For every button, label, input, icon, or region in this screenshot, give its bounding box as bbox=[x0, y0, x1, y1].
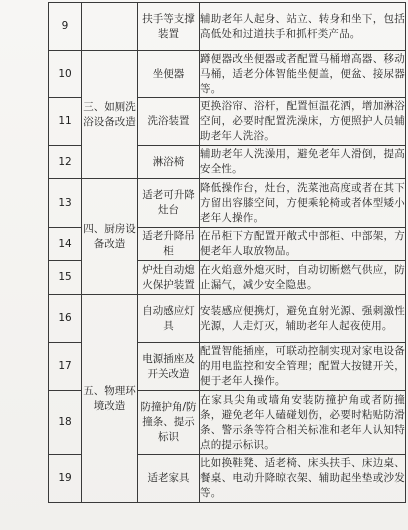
item-name: 适老家具 bbox=[138, 455, 200, 503]
item-name: 扶手等支撑装置 bbox=[138, 3, 200, 51]
item-description: 降低操作台，灶台，洗菜池高度或者在其下方留出容膝空间，方便乘轮椅或者体型矮小老年人操作。 bbox=[200, 179, 406, 228]
item-name: 适老可升降灶台 bbox=[138, 179, 200, 228]
category-cell: 三、如厕洗浴设备改造 bbox=[82, 51, 138, 179]
row-number: 10 bbox=[49, 51, 82, 98]
table-row bbox=[49, 51, 406, 98]
item-name: 适老升降吊柜 bbox=[138, 228, 200, 261]
row-number: 13 bbox=[49, 179, 82, 228]
row-number: 14 bbox=[49, 228, 82, 261]
row-number: 17 bbox=[49, 343, 82, 391]
row-number: 19 bbox=[49, 455, 82, 503]
row-number: 12 bbox=[49, 146, 82, 179]
row-number: 15 bbox=[49, 261, 82, 295]
renovation-items-table bbox=[48, 2, 406, 503]
item-name: 防撞护角/防撞条、提示标识 bbox=[138, 391, 200, 455]
row-number: 16 bbox=[49, 295, 82, 343]
item-description: 安装感应便携灯，避免直射光源、强刺激性光源，人走灯灭，辅助老年人起夜使用。 bbox=[200, 295, 406, 343]
item-description: 配置智能插座，可联动控制实现对家电设备的用电监控和安全管理；配置大按键开关，便于老年人操作。 bbox=[200, 343, 406, 391]
item-description: 比如换鞋凳、适老椅、床头扶手、床边桌、餐桌、电动升降晾衣架、辅助起坐垫或沙发等。 bbox=[200, 455, 406, 503]
item-description: 辅助老年人起身、站立、转身和坐下，包括高低处和过道扶手和抓杆类产品。 bbox=[200, 3, 406, 51]
table-row bbox=[49, 295, 406, 343]
item-description: 蹲便器改坐便器或者配置马桶增高器、移动马桶，适老分体智能坐便盖，便盆、接尿器等。 bbox=[200, 51, 406, 98]
row-number: 18 bbox=[49, 391, 82, 455]
table-row bbox=[49, 179, 406, 228]
item-description: 更换浴帘、浴杆，配置恒温花洒，增加淋浴空间，必要时配置洗澡床，方便照护人员辅助老年人洗浴。 bbox=[200, 98, 406, 146]
item-description: 在家具尖角或墙角安装防撞护角或者防撞条，避免老年人磕碰划伤，必要时粘贴防滑条、警示条等符合相关标准和老年人认知特点的提示标识。 bbox=[200, 391, 406, 455]
item-name: 炉灶自动熄火保护装置 bbox=[138, 261, 200, 295]
item-name: 电源插座及开关改造 bbox=[138, 343, 200, 391]
item-name: 淋浴椅 bbox=[138, 146, 200, 179]
item-name: 坐便器 bbox=[138, 51, 200, 98]
item-name: 洗浴装置 bbox=[138, 98, 200, 146]
row-number: 9 bbox=[49, 3, 82, 51]
item-description: 在火焰意外熄灭时，自动切断燃气供应，防止漏气，减少安全隐患。 bbox=[200, 261, 406, 295]
row-number: 11 bbox=[49, 98, 82, 146]
category-cell-empty bbox=[82, 3, 138, 51]
category-cell: 五、物理环境改造 bbox=[82, 295, 138, 503]
category-cell: 四、厨房设备改造 bbox=[82, 179, 138, 295]
table-row bbox=[49, 3, 406, 51]
item-description: 辅助老年人洗澡用，避免老年人滑倒，提高安全性。 bbox=[200, 146, 406, 179]
item-description: 在吊柜下方配置开敞式中部柜、中部架，方便老年人取放物品。 bbox=[200, 228, 406, 261]
item-name: 自动感应灯具 bbox=[138, 295, 200, 343]
